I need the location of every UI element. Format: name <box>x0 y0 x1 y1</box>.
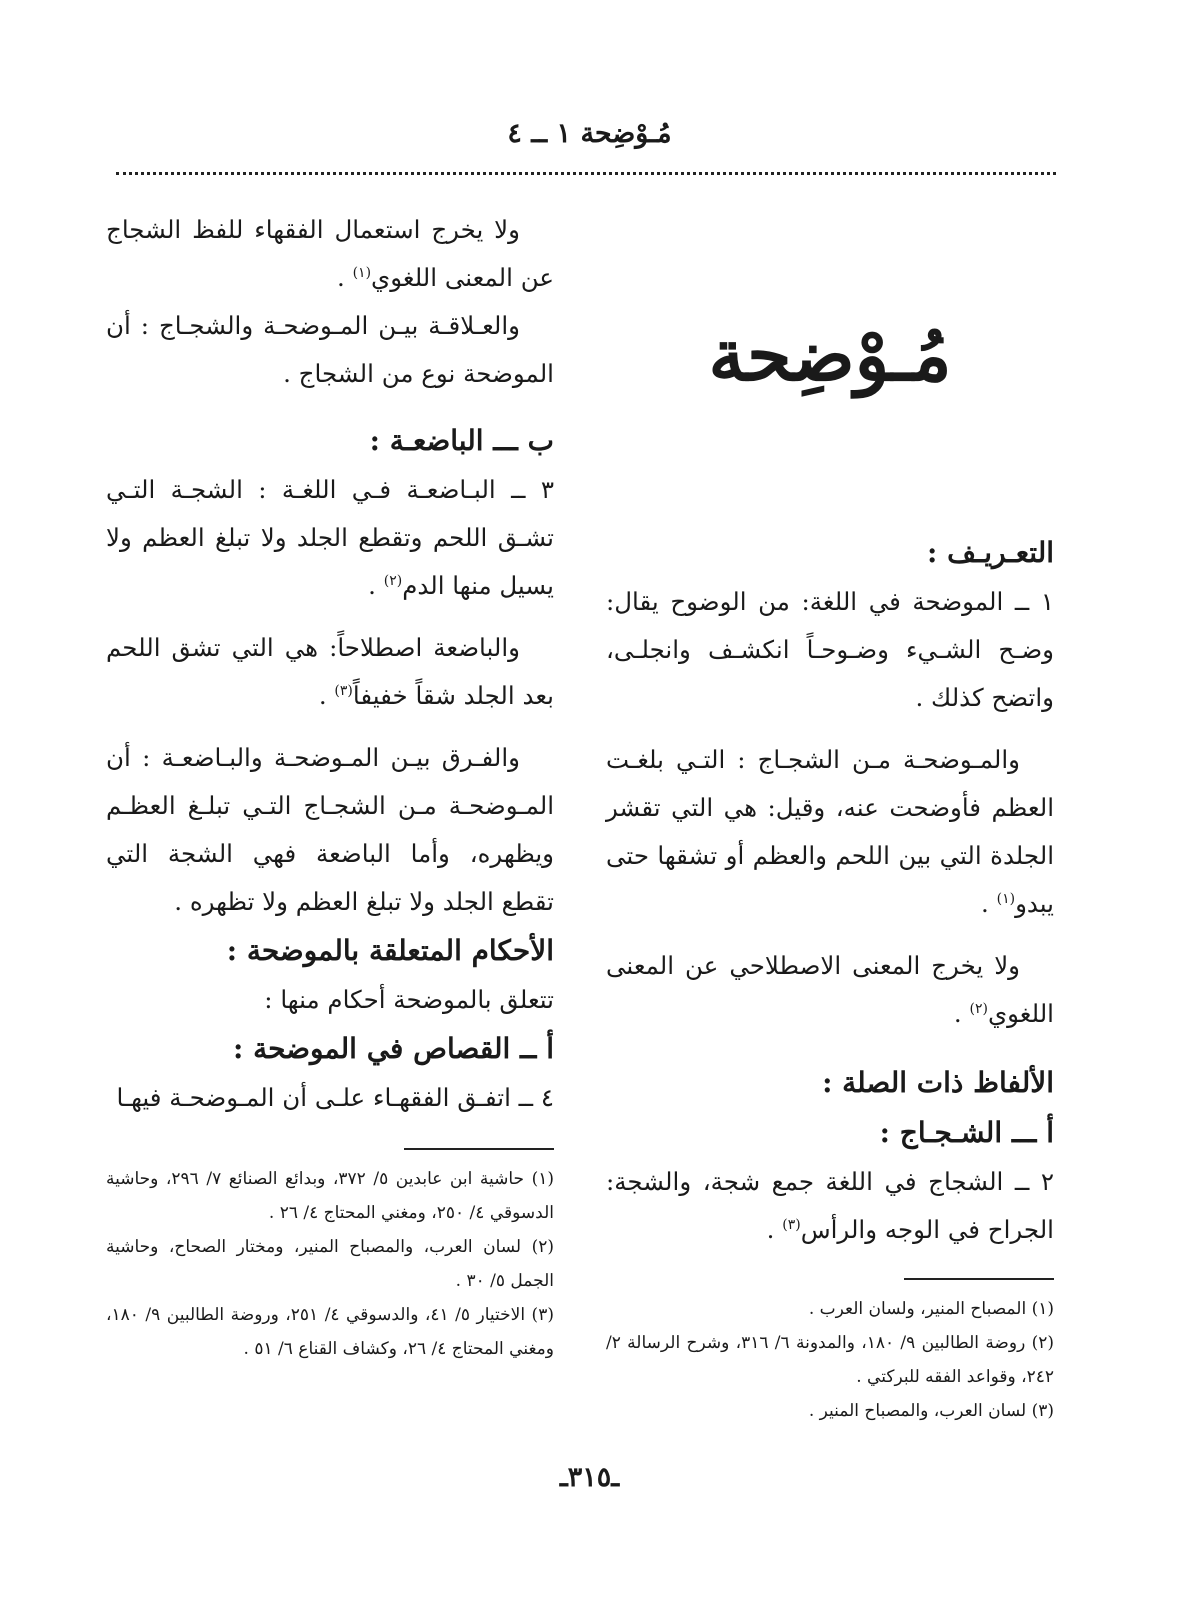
footnote: (٣) لسان العرب، والمصباح المنير . <box>808 1401 1054 1421</box>
page-number: ـ٣١٥ـ <box>559 1462 620 1493</box>
rulings-heading: الأحكام المتعلقة بالموضحة : <box>226 934 554 967</box>
footnote: (٢) روضة الطالبين ٩/ ١٨٠، والمدونة ٦/ ٣١٦، وشرح الرسالة ٢/ ٢٤٢، وقواعد الفقه للبركتي . <box>606 1333 1054 1387</box>
paragraph-10: تتعلق بالموضحة أحكام منها : <box>264 985 554 1014</box>
footnote: (٣) الاختيار ٥/ ٤١، والدسوقي ٤/ ٢٥١، وروضة الطالبين ٩/ ١٨٠، ومغني المحتاج ٤/ ٢٦، وكشاف القناع ٦/ ٥١ . <box>106 1305 554 1359</box>
right-column <box>606 300 1054 1428</box>
paragraph-1: ١ ــ الموضحة في اللغة: من الوضوح يقال: وضـح الشـيء وضـوحـاً انكشـف وانجلـى، واتضح كذلك . <box>606 587 1054 712</box>
shijaj-heading: أ ـــ الشـجـاج : <box>879 1116 1054 1149</box>
related-terms-heading: الألفاظ ذات الصلة : <box>822 1066 1054 1099</box>
paragraph-2: والمـوضحـة مـن الشجـاج : التـي بلغـت العظم فأوضحت عنه، وقيل: هي التي تقشر الجلدة التي بين اللحم والعظم أو تشقها حتى يبدو$^{(١)}$ . <box>606 745 1054 918</box>
footnote-rule <box>904 1278 1054 1280</box>
footnote: (١) المصباح المنير، ولسان العرب . <box>808 1299 1054 1319</box>
paragraph-8: والباضعة اصطلاحاً: هي التي تشق اللحم بعد الجلد شقاً خفيفاً$^{(٣)}$ . <box>106 633 554 710</box>
footnote: (١) حاشية ابن عابدين ٥/ ٣٧٢، وبدائع الصنائع ٧/ ٢٩٦، وحاشية الدسوقي ٤/ ٢٥٠، ومغني المحتاج ٤/ ٢٦ . <box>106 1169 554 1223</box>
footnote: (٢) لسان العرب، والمصباح المنير، ومختار الصحاح، وحاشية الجمل ٥/ ٣٠ . <box>106 1237 554 1291</box>
footnote-ref: (١) <box>352 264 372 281</box>
paragraph-7: ٣ ــ البـاضعـة فـي اللغـة : الشجـة التـي تشـق اللحم وتقطع الجلد ولا تبلغ العظم ولا يسيل منها الدم$^{(٢)}$ . <box>106 475 554 600</box>
qisas-heading: أ ــ القصاص في الموضحة : <box>233 1032 554 1065</box>
footnote-ref: (٣) <box>782 1216 801 1233</box>
paragraph-4: ٢ ــ الشجاج في اللغة جمع شجة، والشجة: الجراح في الوجه والرأس$^{(٣)}$ . <box>606 1167 1054 1244</box>
definition-heading: التعـريـف : <box>927 536 1054 569</box>
footnote-ref: (٢) <box>969 1000 988 1017</box>
footnote-rule <box>404 1148 554 1150</box>
left-column <box>106 206 554 1366</box>
paragraph-6: والعـلاقـة بيـن المـوضحـة والشجـاج : أن الموضحة نوع من الشجاج . <box>106 311 554 388</box>
running-header: مُـوْضِحة ١ ــ ٤ <box>507 118 672 149</box>
header-dotted-rule <box>116 172 1056 175</box>
footnote-ref: (٣) <box>334 682 353 699</box>
paragraph-5: ولا يخرج استعمال الفقهاء للفظ الشجاج عن المعنى اللغوي$^{(١)}$ . <box>106 215 554 292</box>
footnote-ref: (١) <box>996 890 1016 907</box>
footnote-ref: (٢) <box>383 572 403 589</box>
article-title: مُـوْضِحة <box>708 312 952 397</box>
badia-heading: ب ـــ الباضعـة : <box>369 424 554 457</box>
paragraph-9: والفـرق بيـن المـوضحـة والبـاضعـة : أن المـوضحـة مـن الشجـاج التـي تبلـغ العظـم ويظهره، وأما الباضعة فهي الشجة التي تقطع الجلد ولا تبلغ العظم ولا تظهره . <box>106 743 554 916</box>
paragraph-3: ولا يخرج المعنى الاصطلاحي عن المعنى اللغوي$^{(٢)}$ . <box>606 951 1054 1028</box>
paragraph-11: ٤ ــ اتفـق الفقهـاء علـى أن المـوضحـة فيهـا <box>116 1083 554 1112</box>
